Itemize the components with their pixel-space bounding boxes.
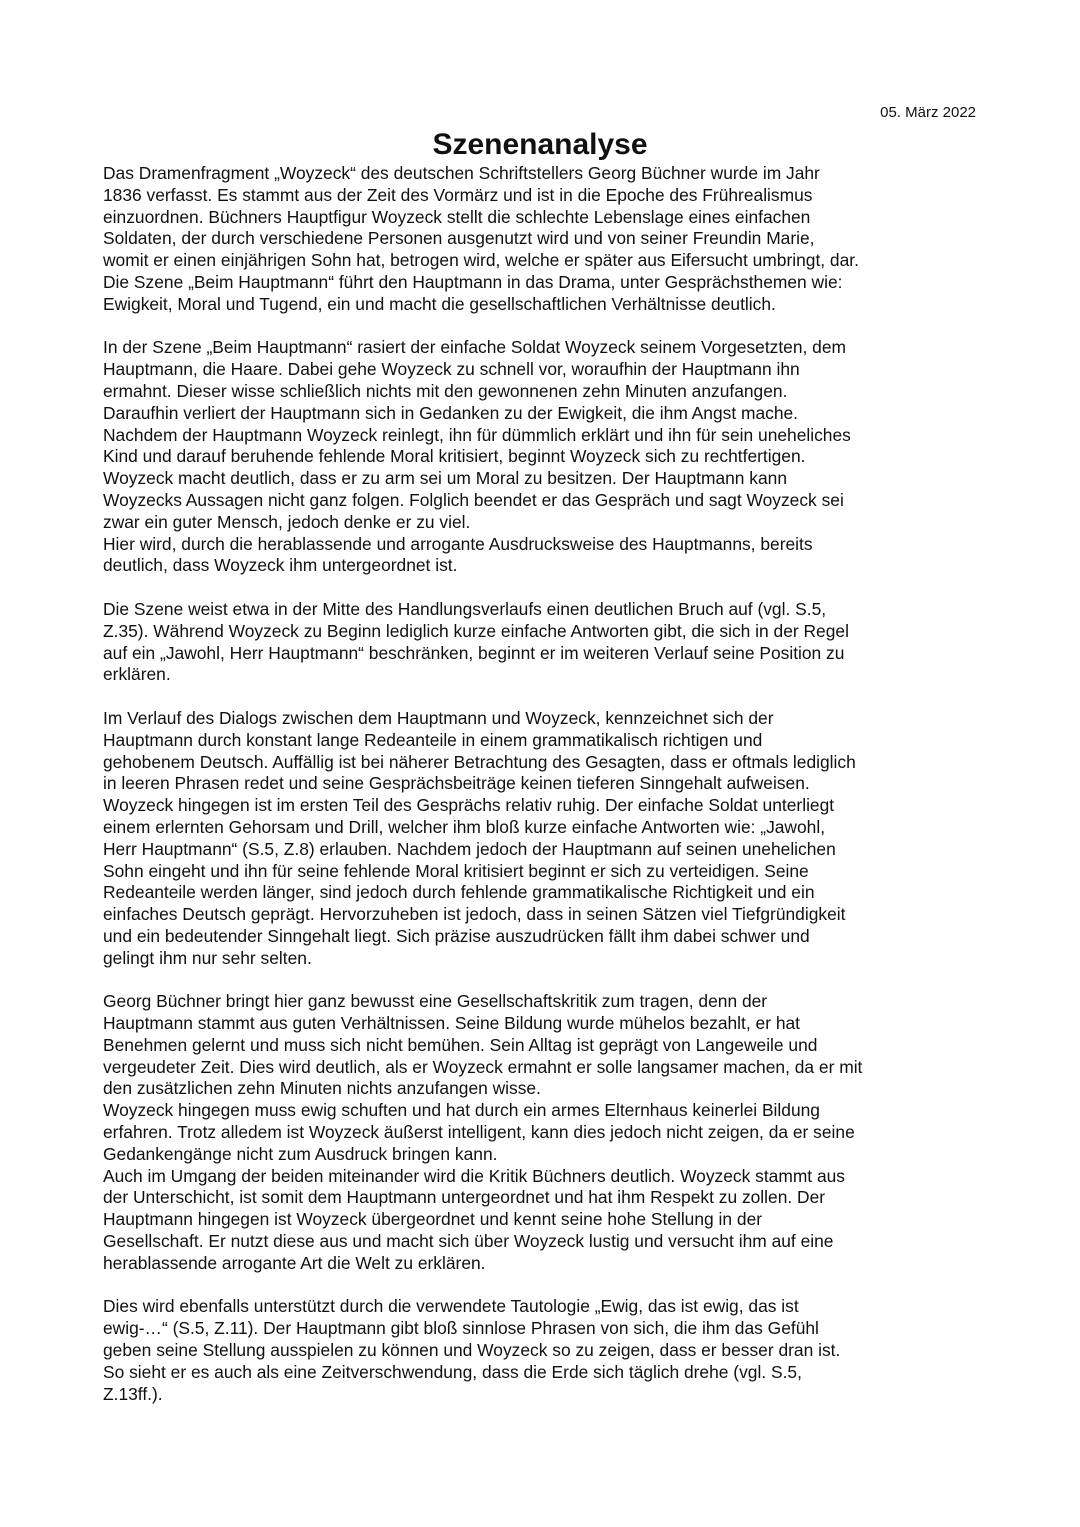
- paragraph-social-criticism: Georg Büchner bringt hier ganz bewusst eine Gesellschaftskritik zum tragen, denn der Hauptmann stammt aus guten Verhältnissen. Seine Bildung wurde mühelos bezahlt, er hat Benehmen gelernt und muss sich nicht bemühen. Sein Alltag ist geprägt von Langeweile und vergeudeter Zeit. Dies wird deutlich, als er Woyzeck ermahnt er solle langsamer machen, da er mit den zusätzlichen zehn Minuten nichts anzufangen wisse. Woyzeck hingegen muss ewig schuften und hat durch ein armes Elternhaus keinerlei Bildung erfahren. Trotz alledem ist Woyzeck äußerst intelligent, kann dies jedoch nicht zeigen, da er seine Gedankengänge nicht zum Ausdruck bringen kann. Auch im Umgang der beiden miteinander wird die Kritik Büchners deutlich. Woyzeck stammt aus der Unterschicht, ist somit dem Hauptmann untergeordnet und hat ihm Respekt zu zollen. Der Hauptmann hingegen ist Woyzeck übergeordnet und kennt seine hohe Stellung in der Gesellschaft. Er nutzt diese aus und macht sich über Woyzeck lustig und versucht ihm auf eine herablassende arrogante Art die Welt zu erklären.: [103, 991, 863, 1273]
- paragraph-scene-summary: In der Szene „Beim Hauptmann“ rasiert der einfache Soldat Woyzeck seinem Vorgesetzten, dem Hauptmann, die Haare. Dabei gehe Woyzeck zu schnell vor, woraufhin der Hauptmann ihn ermahnt. Dieser wisse schließlich nichts mit den gewonnenen zehn Minuten anzufangen. Daraufhin verliert der Hauptmann sich in Gedanken zu der Ewigkeit, die ihm Angst mache. Nachdem der Hauptmann Woyzeck reinlegt, ihn für dümmlich erklärt und ihn für sein uneheliches Kind und darauf beruhende fehlende Moral kritisiert, beginnt Woyzeck sich zu rechtfertigen. Woyzeck macht deutlich, dass er zu arm sei um Moral zu besitzen. Der Hauptmann kann Woyzecks Aussagen nicht ganz folgen. Folglich beendet er das Gespräch und sagt Woyzeck sei zwar ein guter Mensch, jedoch denke er zu viel. Hier wird, durch die herablassende und arrogante Ausdrucksweise des Hauptmanns, bereits deutlich, dass Woyzeck ihm untergeordnet ist.: [103, 337, 851, 576]
- paragraph-scene-break: Die Szene weist etwa in der Mitte des Handlungsverlaufs einen deutlichen Bruch auf (vgl. S.5, Z.35). Während Woyzeck zu Beginn lediglich kurze einfache Antworten gibt, die sich in der Regel auf ein „Jawohl, Herr Hauptmann“ beschränken, beginnt er im weiteren Verlauf seine Position zu erklären.: [103, 598, 849, 685]
- document-date: 05. März 2022: [880, 104, 976, 121]
- document-body: [103, 163, 983, 1405]
- paragraph-dialogue-analysis: Im Verlauf des Dialogs zwischen dem Hauptmann und Woyzeck, kennzeichnet sich der Hauptmann durch konstant lange Redeanteile in einem grammatikalisch richtigen und gehobenem Deutsch. Auffällig ist bei näherer Betrachtung des Gesagten, dass er oftmals lediglich in leeren Phrasen redet und seine Gesprächsbeiträge keinen tieferen Sinngehalt aufweisen. Woyzeck hingegen ist im ersten Teil des Gesprächs relativ ruhig. Der einfache Soldat unterliegt einem erlernten Gehorsam und Drill, welcher ihm bloß kurze einfache Antworten wie: „Jawohl, Herr Hauptmann“ (S.5, Z.8) erlauben. Nachdem jedoch der Hauptmann auf seinen unehelichen Sohn eingeht und ihn für seine fehlende Moral kritisiert beginnt er sich zu verteidigen. Seine Redeanteile werden länger, sind jedoch durch fehlende grammatikalische Richtigkeit und ein einfaches Deutsch geprägt. Hervorzuheben ist jedoch, dass in seinen Sätzen viel Tiefgründigkeit und ein bedeutender Sinngehalt liegt. Sich präzise auszudrücken fällt ihm dabei schwer und gelingt ihm nur sehr selten.: [103, 707, 856, 968]
- paragraph-tautology: Dies wird ebenfalls unterstützt durch die verwendete Tautologie „Ewig, das ist ewig, das ist ewig-…“ (S.5, Z.11). Der Hauptmann gibt bloß sinnlose Phrasen von sich, die ihm das Gefühl geben seine Stellung ausspielen zu können und Woyzeck so zu zeigen, dass er besser dran ist. So sieht er es auch als eine Zeitverschwendung, dass die Erde sich täglich drehe (vgl. S.5, Z.13ff.).: [103, 1296, 841, 1404]
- paragraph-introduction: Das Dramenfragment „Woyzeck“ des deutschen Schriftstellers Georg Büchner wurde im Jahr 1836 verfasst. Es stammt aus der Zeit des Vormärz und ist in die Epoche des Frührealismus einzuordnen. Büchners Hauptfigur Woyzeck stellt die schlechte Lebenslage eines einfachen Soldaten, der durch verschiedene Personen ausgenutzt wird und von seiner Freundin Marie, womit er einen einjährigen Sohn hat, betrogen wird, welche er später aus Eifersucht umbringt, dar. Die Szene „Beim Hauptmann“ führt den Hauptmann in das Drama, unter Gesprächsthemen wie: Ewigkeit, Moral und Tugend, ein und macht die gesellschaftlichen Verhältnisse deutlich.: [103, 163, 859, 314]
- document-title: Szenenanalyse: [432, 128, 648, 161]
